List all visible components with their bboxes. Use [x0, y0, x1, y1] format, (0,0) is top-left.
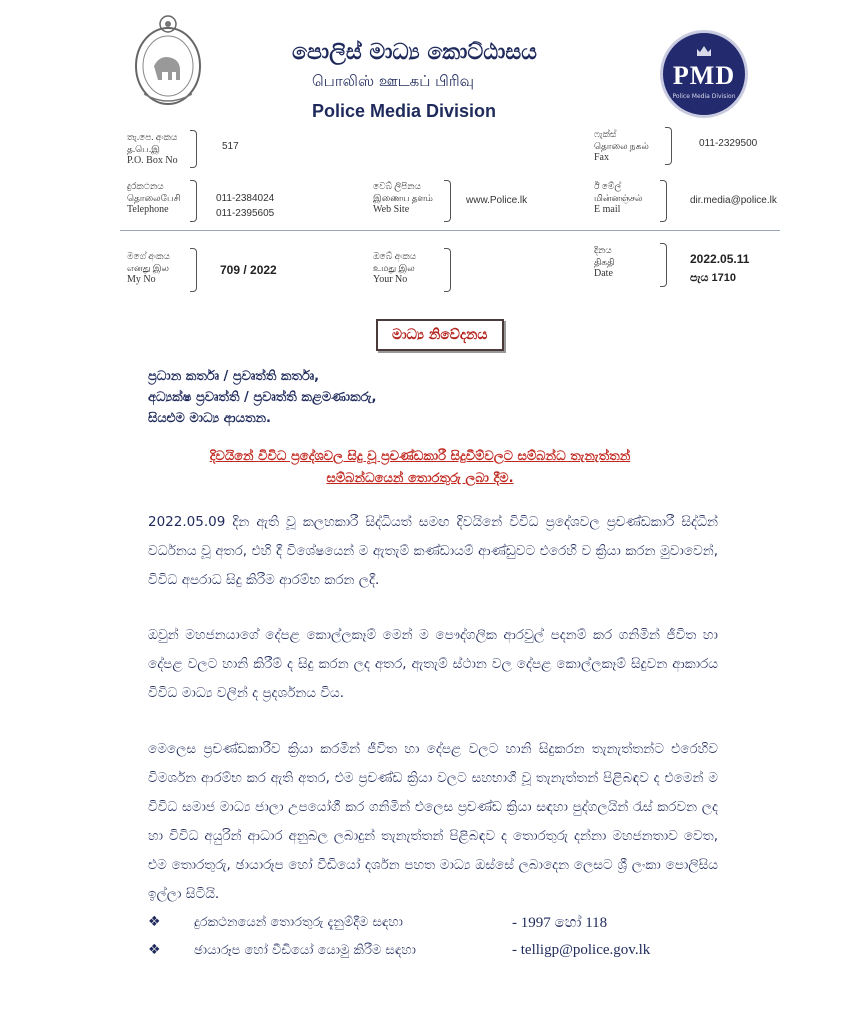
media-release-box: මාධ්‍ය නිවේදනය — [376, 319, 504, 351]
diamond-bullet-icon: ❖ — [148, 914, 161, 930]
addressee-line: සියළුම මාධ්‍ය ආයතන. — [148, 411, 271, 426]
bullet-label: දුරකථනයෙන් තොරතුරු දැනුම්දීම සඳහා — [194, 915, 403, 930]
title-sinhala: පොලිස් මාධ්‍ය කොට්ඨාසය — [292, 40, 537, 65]
bullet-item-email — [148, 942, 708, 964]
telephone-label: දුරකථනය தொலைபேசி Telephone — [127, 181, 181, 215]
fax-label: ෆැක්ස් தொலை நகல் Fax — [594, 129, 649, 163]
pobox-label: තැ.පෙ. අංකය த.பெ.இ P.O. Box No — [127, 132, 178, 166]
paragraph-3: මෙලෙස ප්‍රචණ්ඩකාරීව ක්‍රියා කරමින් ජීවිත හා දේපළ වලට හානි සිදුකරන තැනැත්තන්ට එරෙහිව විමර්ශන ආරම්භ කර ඇති අතර, එම ප්‍රචණ්ඩ ක්‍රියා වලට සහභාගී වූ තැනැත්තන් පිළිබඳව ද එමෙන් ම විවිධ සමාජ මාධ්‍ය ජාලා උපයෝගී කර ගනිමින් එලෙස ප්‍රචණ්ඩ ක්‍රියා සඳහා පුද්ගලයින් රැස් කරවන ලද හා විවිධ අයුරින් ආධාර අනුබල ලබාදුන් තැනැත්තන් පිළිබඳව ද තොරතුරු දන්නා මහජනතාව වෙත, එම තොරතුරු, ඡායාරූප හෝ වීඩියෝ දර්ශන පහත මාධ්‍ය ඔස්සේ ලබාදෙන ලෙසට ශ්‍රී ලංකා පොලිසිය ඉල්ලා සිටියි. — [148, 741, 718, 902]
bullet-label: ඡායාරූප හෝ වීඩියෝ යොමු කිරීම සඳහා — [194, 943, 416, 958]
addressee-line: අධ්‍යක්ෂ ප්‍රවෘත්ති / ප්‍රවෘත්ති කළමණාකරු, — [148, 390, 377, 405]
time-value: පැය 1710 — [690, 272, 736, 284]
email-brace — [660, 180, 667, 222]
bullet-value: - 1997 හෝ 118 — [512, 915, 608, 931]
website-label: වෙබ් ලිපිනය இணைய தளம் Web Site — [373, 181, 433, 215]
pmd-crown-icon — [696, 43, 712, 57]
telephone-brace — [190, 180, 197, 222]
addressee-block — [148, 366, 376, 429]
email-value: dir.media@police.lk — [690, 195, 777, 206]
title-english: Police Media Division — [312, 101, 497, 121]
diamond-bullet-icon: ❖ — [148, 942, 161, 958]
yourno-brace — [444, 248, 451, 292]
paragraph-2: ඔවුන් මහජනයාගේ දේපළ කොල්ලකෑම් මෙන් ම පෞද්ගලික ආරවුල් පදනම් කර ගනිමින් ජීවිත හා දේපළ වලට හානි කිරීම් ද සිදු කරන ලද අතර, ඇතැම් ස්ථාන වල දේපළ කොල්ලකෑම් සිදුවන ආකාරය විවිධ මාධ්‍ය වලින් ද ප්‍රදර්ශනය විය. — [148, 627, 718, 701]
subject-heading: දිවයිනේ විවිධ ප්‍රදේශවල සිදු වූ ප්‍රචණ්ඩකාරී සිදුවීම්වලට සම්බන්ධ තැනැත්තන් සම්බන්ධයෙන් තොරතුරු ලබා දීම. — [209, 449, 631, 486]
paragraph-1: 2022.05.09 දින ඇති වූ කලහකාරී සිද්ධියත් සමඟ දිවයිනේ විවිධ ප්‍රදේශවල ප්‍රචණ්ඩකාරී සිද්ධීන් වර්ධනය වූ අතර, එහි දී විශේෂයෙන් ම ඇතැම් කණ්ඩායම් ආණ්ඩුවට එරෙහි ව ක්‍රියා කරන මුවාවෙන්, විවිධ අපරාධ සිදු කිරීම ආරම්භ කරන ලදී. — [148, 514, 718, 588]
fax-brace — [665, 127, 672, 165]
pobox-brace — [190, 130, 197, 168]
telephone-value-2: 011-2395605 — [216, 208, 275, 219]
myno-value: 709 / 2022 — [220, 263, 277, 277]
pmd-logo-text: PMD — [672, 61, 736, 90]
header-divider — [120, 230, 780, 231]
email-label: ඊ මේල් மின்னஞ்சல் E mail — [594, 181, 643, 215]
pmd-ring-text: Police Media Division — [672, 93, 736, 100]
yourno-label: ඔබේ අංකය உமது இல Your No — [373, 251, 417, 285]
pobox-value: 517 — [222, 141, 239, 152]
date-value: 2022.05.11 — [690, 252, 750, 266]
addressee-line: ප්‍රධාන කර්තෘ / ප්‍රවෘත්ති කර්තෘ, — [148, 369, 320, 384]
myno-brace — [190, 248, 197, 292]
fax-value: 011-2329500 — [699, 138, 758, 149]
telephone-value-1: 011-2384024 — [216, 193, 275, 204]
date-brace — [660, 243, 667, 287]
date-label: දිනය திகதி Date — [594, 245, 615, 279]
myno-label: මගේ අංකය எனது இல My No — [127, 251, 170, 285]
website-brace — [444, 180, 451, 222]
bullet-item-phone — [148, 914, 708, 936]
bullet-value: - telligp@police.gov.lk — [512, 942, 651, 958]
police-emblem — [130, 14, 206, 114]
pmd-logo — [660, 30, 748, 118]
title-tamil: பொலிஸ் ஊடகப் பிரிவு — [312, 72, 475, 90]
website-value: www.Police.lk — [466, 195, 528, 206]
